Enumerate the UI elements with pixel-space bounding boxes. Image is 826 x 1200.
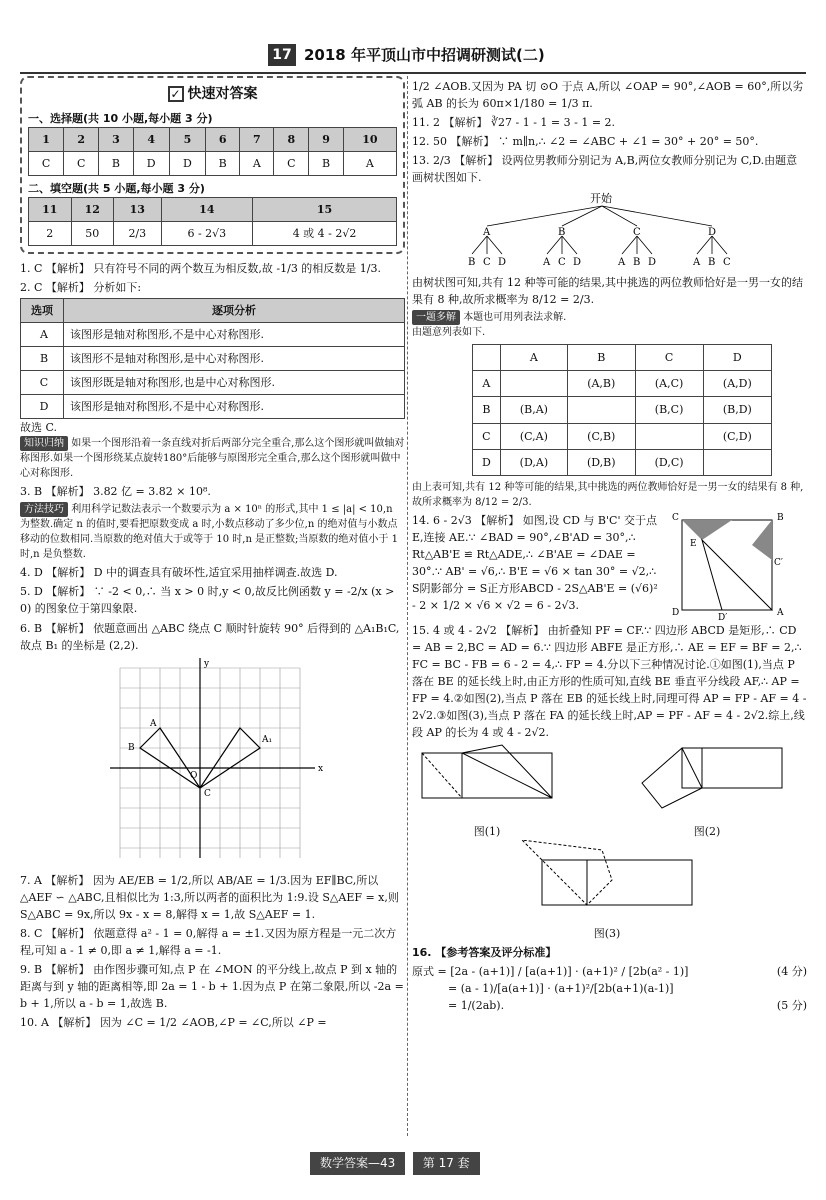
page-footer [310, 1152, 480, 1174]
page-title: 2018 年平顶山市中招调研测试(二) [304, 46, 545, 64]
answer-cell: 50 [71, 221, 114, 245]
table-cell: (B,A) [500, 397, 567, 423]
table-cell: (A,C) [635, 371, 703, 397]
figure-2-caption: 图(2) [693, 824, 721, 838]
header-cell: 5 [169, 127, 205, 151]
header-cell: A [500, 345, 567, 371]
header-cell: 2 [64, 127, 99, 151]
answer-14: 14. 6 - 2√3 【解析】 如图,设 CD 与 B'C' 交于点 E,连接 AE.∵ ∠BAD = 90°,∠B'AD = 30°,∴ Rt△AB'E ≌ Rt△ADE,∴ ∠B'AE = ∠DAE = 30°.∵ AB' = √6,∴ B'E = √6 × tan 30° = √2,∴ S阴影部分 = S正方形ABCD - 2S△AB'E = (√6)² - 2 × 1/2 × √6 × √2 = 6 - 2√3. [412, 513, 658, 612]
svg-text:C: C [204, 788, 211, 799]
footer-set: 第 17 套 [413, 1152, 480, 1175]
svg-text:B: B [777, 512, 784, 523]
table-row: C 该图形既是轴对称图形,也是中心对称图形. [21, 371, 405, 395]
footer-label: 数学答案—43 [310, 1152, 405, 1175]
figure-1-caption: 图(1) [473, 824, 501, 838]
table-row [473, 371, 772, 397]
table-cell: (A,D) [703, 371, 771, 397]
table-cell: (C,A) [500, 423, 567, 449]
coordinate-grid-figure [110, 658, 340, 868]
answer-cell: D [133, 151, 169, 175]
combination-table [472, 344, 772, 475]
header-cell: 4 [133, 127, 169, 151]
answer-14-block [412, 510, 807, 620]
column-divider [407, 76, 408, 1136]
figure-3 [512, 840, 807, 942]
header-cell: 6 [206, 127, 240, 151]
header-cell: 11 [29, 197, 72, 221]
x-axis-label: x [318, 763, 324, 774]
header-cell: 1 [29, 127, 64, 151]
header-cell: D [703, 345, 771, 371]
y-axis-label: y [204, 658, 210, 669]
answer-8: 8. C 【解析】 依题意得 a² - 1 = 0,解得 a = ±1.又因为原方程是一元二次方程,可知 a - 1 ≠ 0,即 a ≠ 1,解得 a = -1. [20, 926, 397, 957]
tree-root: 开始 [590, 192, 612, 206]
knowledge-tag: 知识归纳 [20, 436, 68, 451]
answer-13: 13. 2/3 【解析】 设两位男教师分别记为 A,B,两位女教师分别记为 C,D.由题意画树状图如下. [412, 154, 798, 185]
table-row [473, 423, 772, 449]
mc-section-title: 一、选择题(共 10 小题,每小题 3 分) [28, 111, 213, 125]
alt-solution-2: 由题意列表如下. [412, 327, 486, 339]
table-cell: (D,A) [500, 449, 567, 475]
header-cell: C [635, 345, 703, 371]
answer-cell: A [343, 151, 396, 175]
answer-cell: A [240, 151, 274, 175]
svg-text:A: A [777, 607, 784, 618]
figure-1 [412, 743, 562, 840]
answer-16-line-2: = (a - 1)/[a(a+1)] · (a+1)²/[2b(a+1)(a-1)] [448, 982, 674, 996]
knowledge-note: 知识归纳 如果一个图形沿着一条直线对折后两部分完全重合,那么这个图形就叫做轴对称图形.如果一个图形绕某点旋转180°后能够与原图形完全重合,那么这个图形就叫做中心对称图形. [20, 438, 405, 480]
header-cell: 选项 [21, 299, 64, 323]
quick-answer-box [20, 76, 405, 254]
answer-16-line-1: 原式 = [2a - (a+1)] / [a(a+1)] · (a+1)² / [2b(a² - 1)] (4 分) [412, 963, 807, 980]
answer-2-end: 故选 C. [20, 421, 58, 435]
table-cell: D [473, 449, 501, 475]
answer-cell: B [309, 151, 343, 175]
svg-text:O: O [190, 770, 198, 781]
svg-text:C: C [558, 257, 566, 269]
answer-cell: C [64, 151, 99, 175]
analysis-table [20, 298, 405, 419]
figure-2 [622, 743, 792, 840]
answer-13b: 由树状图可知,共有 12 种等可能的结果,其中挑选的两位教师恰好是一男一女的结果有 8 种,故所求概率为 8/12 = 2/3. [412, 276, 803, 307]
table-cell [635, 423, 703, 449]
svg-text:B: B [558, 227, 566, 239]
answer-12: 12. 50 【解析】 ∵ m∥n,∴ ∠2 = ∠ABC + ∠1 = 30° + 20° = 50°. [412, 135, 759, 149]
table-cell [500, 371, 567, 397]
table-cell: (C,B) [568, 423, 636, 449]
svg-text:A₁: A₁ [262, 734, 273, 745]
table-cell: C [473, 423, 501, 449]
header-cell: 9 [309, 127, 343, 151]
quick-answer-title: ✓ 快速对答案 [28, 84, 397, 106]
answer-11: 11. 2 【解析】 ∛27 - 1 - 1 = 3 - 1 = 2. [412, 116, 616, 130]
svg-text:D: D [672, 607, 680, 618]
table-cell: (A,B) [568, 371, 636, 397]
answer-16-line-3: = 1/(2ab). (5 分) [412, 997, 807, 1014]
table-cell: B [473, 397, 501, 423]
svg-text:D: D [708, 227, 717, 239]
table-row [473, 397, 772, 423]
table-cell: (B,D) [703, 397, 771, 423]
header-cell: 14 [161, 197, 253, 221]
header-cell: B [568, 345, 636, 371]
answer-15: 15. 4 或 4 - 2√2 【解析】 由折叠知 PF = CF.∵ 四边形 ABCD 是矩形,∴ CD = AB = 2,BC = AD = 6.∵ 四边形 ABFE 是正方形,∴ AE = EF = BF = 2,∴ FC = BC - FB = 6 - 2 = 4,∴ FP = 4.分以下三种情况讨论.①如图(1),当点 P 落在 BE 的延长线上时,由正方形的性质可知,直线 BE 垂直平分线段 AF,∴ AP = FP = 4.②如图(2),当点 P 落在 EB 的延长线上时,同理可得 AP = FP - AF = 4 - 2√2.③如图(3),当点 P 落在 FA 的延长线上时,AP = PF - AF = 4 - 2√2.综上,线段 AP 的长为 4 或 4 - 2√2. [412, 623, 807, 739]
set-number: 17 [268, 44, 296, 66]
table-cell: (D,C) [635, 449, 703, 475]
svg-text:C: C [723, 257, 731, 269]
svg-text:C: C [633, 227, 641, 239]
table-cell: (C,D) [703, 423, 771, 449]
svg-text:B: B [468, 257, 476, 269]
score-4: (4 分) [776, 965, 807, 979]
score-5: (5 分) [776, 999, 807, 1013]
svg-text:A: A [483, 227, 491, 239]
answer-cell: D [169, 151, 205, 175]
table-row [473, 449, 772, 475]
svg-text:A: A [693, 257, 701, 269]
square-figure [662, 510, 792, 620]
svg-text:B: B [708, 257, 716, 269]
alt-solution: 一题多解 本题也可用列表法求解. [412, 310, 807, 325]
svg-text:D: D [648, 257, 657, 269]
header-cell [473, 345, 501, 371]
header-cell: 3 [99, 127, 133, 151]
svg-text:A: A [150, 718, 157, 729]
table-cell [568, 397, 636, 423]
method-note: 方法技巧 利用科学记数法表示一个数要示为 a × 10ⁿ 的形式,其中 1 ≤ |a| < 10,n 为整数.确定 n 的值时,要看把原数变成 a 时,小数点移动了多少位,n 的绝对值与小数点移动的位数相同.当原数的绝对值大于或等于 10 时,n 是正整数;当原数的绝对值小于 1 时,n 是负整数. [20, 504, 398, 561]
method-tag: 方法技巧 [20, 502, 68, 517]
tree-diagram [412, 190, 792, 270]
answer-2: 2. C 【解析】 分析如下: [20, 281, 142, 295]
header-cell: 7 [240, 127, 274, 151]
svg-text:E: E [690, 538, 697, 549]
header-cell: 13 [114, 197, 162, 221]
svg-text:D′: D′ [718, 612, 728, 620]
figure-3-caption: 图(3) [593, 927, 621, 941]
table-cell: (D,B) [568, 449, 636, 475]
svg-text:A: A [543, 257, 551, 269]
fill-section-title: 二、填空题(共 5 小题,每小题 3 分) [28, 181, 205, 195]
header-rule [20, 72, 806, 74]
answer-9: 9. B 【解析】 由作图步骤可知,点 P 在 ∠MON 的平分线上,故点 P 到 x 轴的距离与到 y 轴的距离相等,即 2a = 1 - b + 1.因为点 P 在第二象限,所以 -2a = b + 1,所以 a - b = 1,故选 B. [20, 962, 404, 1010]
page-header [0, 38, 826, 68]
answer-cell: 4 或 4 - 2√2 [253, 221, 397, 245]
answer-10: 10. A 【解析】 因为 ∠C = 1/2 ∠AOB,∠P = ∠C,所以 ∠P = [20, 1016, 327, 1029]
svg-text:B: B [633, 257, 641, 269]
fold-figures-row [412, 743, 792, 840]
alt-tag: 一题多解 [412, 310, 460, 325]
answer-7: 7. A 【解析】 因为 AE/EB = 1/2,所以 AB/AE = 1/3.因为 EF∥BC,所以 △AEF ∽ △ABC,且相似比为 1:3,所以两者的面积比为 1:9.设 S△AEF = x,则 S△ABC = 9x,所以 9x - x = 8,解得 x = 1,故 S△AEF = 1. [20, 873, 399, 921]
answer-cell: 6 - 2√3 [161, 221, 253, 245]
mc-answer-table [28, 127, 397, 176]
header-cell: 逐项分析 [64, 299, 405, 323]
left-column [20, 76, 405, 1033]
table-cell: A [473, 371, 501, 397]
fill-answer-table [28, 197, 397, 246]
answer-cell: C [274, 151, 309, 175]
answer-1: 1. C 【解析】 只有符号不同的两个数互为相反数,故 -1/3 的相反数是 1/3. [20, 261, 382, 275]
table-row: D 该图形是轴对称图形,不是中心对称图形. [21, 395, 405, 419]
table-cell: (B,C) [635, 397, 703, 423]
svg-text:D: D [573, 257, 582, 269]
svg-text:C: C [483, 257, 491, 269]
svg-text:C′: C′ [774, 557, 783, 568]
svg-text:B: B [128, 742, 135, 753]
answer-10-continued: 1/2 ∠AOB.又因为 PA 切 ⊙O 于点 A,所以 ∠OAP = 90°,∠AOB = 60°,所以劣弧 AB 的长为 60π×1/180 = 1/3 π. [412, 80, 804, 111]
header-cell: 12 [71, 197, 114, 221]
answer-6: 6. B 【解析】 依题意画出 △ABC 绕点 C 顺时针旋转 90° 后得到的 △A₁B₁C,故点 B₁ 的坐标是 (2,2). [20, 621, 400, 652]
answer-cell: B [99, 151, 133, 175]
header-cell: 10 [343, 127, 396, 151]
answer-5: 5. D 【解析】 ∵ -2 < 0,∴ 当 x > 0 时,y < 0,故反比例函数 y = -2/x (x > 0) 的图象位于第四象限. [20, 585, 395, 616]
right-column [412, 76, 807, 1014]
table-cell [703, 449, 771, 475]
check-icon: ✓ [168, 86, 184, 102]
table-row: A 该图形是轴对称图形,不是中心对称图形. [21, 323, 405, 347]
answer-13c: 由上表可知,共有 12 种等可能的结果,其中挑选的两位教师恰好是一男一女的结果有 8 种,故所求概率为 8/12 = 2/3. [412, 481, 804, 508]
table-row: B 该图形不是轴对称图形,是中心对称图形. [21, 347, 405, 371]
header-cell: 8 [274, 127, 309, 151]
svg-text:C: C [672, 512, 679, 523]
answer-3: 3. B 【解析】 3.82 亿 = 3.82 × 10⁸. [20, 485, 211, 499]
header-cell: 15 [253, 197, 397, 221]
answer-cell: 2 [29, 221, 72, 245]
answer-16-title: 16. 【参考答案及评分标准】 [412, 946, 557, 960]
svg-text:D: D [498, 257, 507, 269]
answer-cell: B [206, 151, 240, 175]
svg-text:A: A [618, 257, 626, 269]
answer-cell: 2/3 [114, 221, 162, 245]
answer-4: 4. D 【解析】 D 中的调查具有破坏性,适宜采用抽样调查.故选 D. [20, 566, 338, 580]
answer-cell: C [29, 151, 64, 175]
